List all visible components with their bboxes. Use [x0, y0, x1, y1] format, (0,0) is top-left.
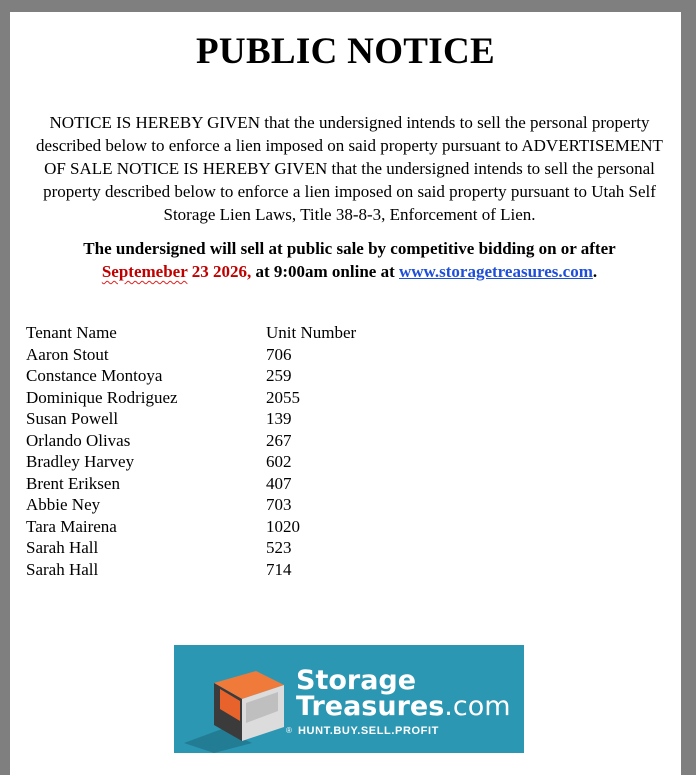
table-row: [26, 559, 406, 581]
unit-number: 267: [266, 430, 292, 450]
tenant-name: Sarah Hall: [26, 559, 99, 579]
unit-number: 407: [266, 473, 292, 493]
table-row: [26, 387, 406, 409]
column-header-tenant-name: Tenant Name: [26, 323, 117, 342]
table-row: [26, 494, 406, 516]
notice-title: PUBLIC NOTICE: [196, 31, 495, 72]
sale-date-month: Septemeber: [101, 262, 188, 281]
tenant-name-text: Brent Eriksen: [26, 473, 120, 493]
table-row: [26, 430, 406, 452]
notice-paragraph: NOTICE IS HEREBY GIVEN that the undersigned intends to sell the personal property described below to enforce a lien imposed on said property pursuant to ADVERTISEMENT OF SALE NOTICE IS HEREBY GIVEN that the undersigned intends to sell the personal property described below to enforce a lien imposed on said property pursuant to Utah Self Storage Lien Laws, Title 38-8-3, Enforcement of Lien.: [36, 113, 663, 224]
registered-mark: ®: [286, 726, 292, 735]
sale-date: [102, 262, 251, 281]
unit-number: 259: [266, 366, 292, 385]
tenant-name: Constance Montoya: [26, 366, 163, 385]
tenant-name: Abbie Ney: [26, 495, 101, 514]
sale-line-prefix: The undersigned will sell at public sale by competitive bidding on or after: [83, 239, 616, 258]
tenant-name: Sarah Hall: [26, 538, 99, 557]
logo-tagline: HUNT.BUY.SELL.PROFIT: [298, 725, 439, 737]
unit-number: 2055: [266, 387, 300, 407]
tenant-name: Aaron Stout: [26, 344, 109, 364]
table-row: [26, 344, 406, 366]
unit-number: 703: [266, 495, 292, 514]
logo-word-storage: Storage: [296, 665, 417, 696]
document-page: [10, 12, 681, 775]
column-header-unit-number: Unit Number: [266, 323, 357, 342]
storagetreasures-link[interactable]: www.storagetreasures.com: [399, 262, 593, 281]
table-row: [26, 516, 406, 538]
sale-announcement: [24, 237, 675, 283]
tenant-name: Susan Powell: [26, 409, 119, 428]
unit-number: 714: [266, 559, 292, 579]
sale-date-day-year: 23 2026,: [187, 262, 252, 281]
tenant-name: Tara Mairena: [26, 516, 117, 536]
unit-number: 602: [266, 452, 292, 471]
table-row: [26, 408, 406, 430]
logo-tld: .com: [444, 691, 511, 722]
unit-number: 1020: [266, 516, 300, 536]
storagetreasures-logo: [174, 645, 524, 753]
unit-number: 523: [266, 538, 292, 557]
tenant-name: [26, 473, 266, 495]
sale-time: at 9:00am online at: [251, 262, 399, 281]
table-row: [26, 537, 406, 559]
table-row: [26, 451, 406, 473]
unit-number: 139: [266, 409, 292, 428]
table-row: [26, 365, 406, 387]
sale-end-period: .: [592, 262, 598, 281]
tenant-table: [26, 322, 406, 580]
tenant-name: Dominique Rodriguez: [26, 387, 178, 407]
unit-number: 706: [266, 344, 292, 364]
storage-cube-icon: [174, 645, 304, 753]
logo-word-treasures: [296, 693, 511, 721]
tenant-name: Bradley Harvey: [26, 452, 135, 471]
logo-treasures-text: Treasures: [296, 691, 445, 722]
table-header-row: [26, 322, 406, 344]
table-row: [26, 473, 406, 495]
tenant-name: Orlando Olivas: [26, 430, 131, 450]
